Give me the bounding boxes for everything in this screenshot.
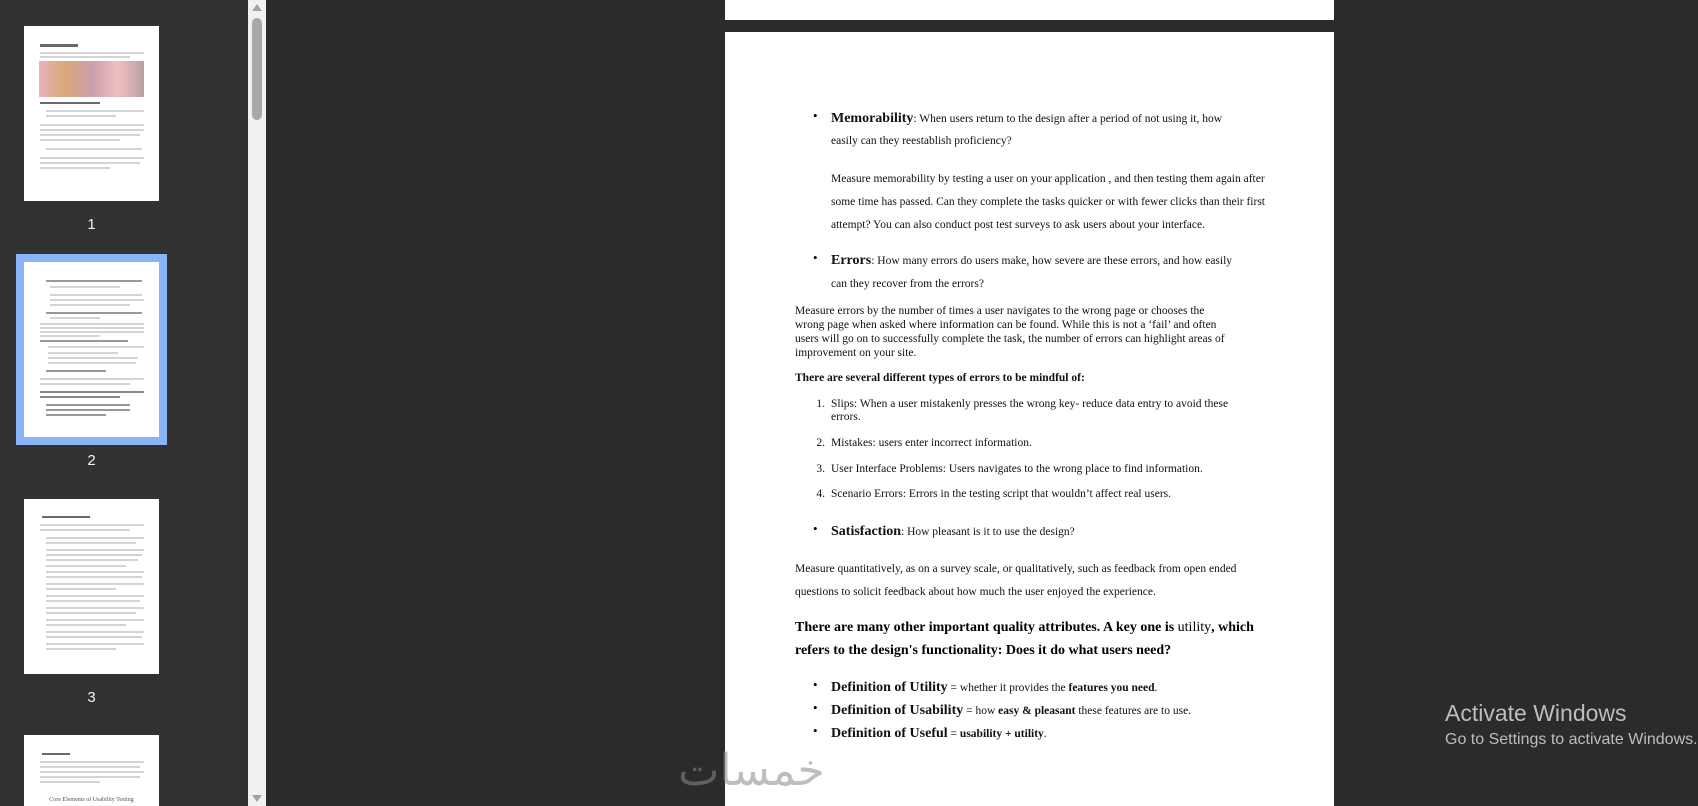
thumbnail-sidebar [0,0,248,806]
errors-para2: wrong page when asked where information can be found. While this is not a ‘fail’ and often [795,319,1217,331]
page-thumbnail-3[interactable] [24,499,159,674]
memorability-para3: attempt? You can also conduct post test surveys to ask users about your interface. [831,219,1205,231]
list-number: 2. [816,437,825,449]
error-type-4: Scenario Errors: Errors in the testing script that wouldn’t affect real users. [831,488,1172,500]
definition-utility: Definition of Utility = whether it provides the features you need. [831,680,1158,695]
scrollbar-thumb[interactable] [252,18,262,120]
memorability-para2: some time has passed. Can they complete the tasks quicker or with fewer clicks than their first [831,196,1266,208]
activate-title: Activate Windows [1445,700,1627,726]
error-type-2: Mistakes: users enter incorrect information. [831,437,1032,449]
scroll-up-icon[interactable] [252,4,262,11]
errors-para4: improvement on your site. [795,347,917,359]
memorability-line2: easily can they reestablish proficiency? [831,135,1012,147]
errors-item: Errors: How many errors do users make, how severe are these errors, and how easily [831,253,1233,268]
list-number: 4. [816,488,825,500]
bullet-icon: • [813,108,818,123]
bullet-icon: • [813,521,818,536]
definition-useful: Definition of Useful = usability + utility. [831,726,1047,741]
definition-usability: Definition of Usability = how easy & pleasant these features are to use. [831,703,1192,718]
watermark-logo: خمسات [678,745,825,796]
error-type-1-line2: errors. [831,411,861,423]
page-number-2: 2 [87,452,96,469]
activate-subtitle: Go to Settings to activate Windows. [1445,731,1698,748]
bullet-icon: • [813,250,818,265]
thumbnail-scrollbar[interactable] [248,0,266,806]
page-thumbnail-1[interactable] [24,26,159,201]
activate-windows-notice [1445,700,1698,749]
bullet-icon: • [813,700,818,715]
errors-line2: can they recover from the errors? [831,278,984,290]
list-number: 1. [816,398,825,410]
errors-para3: users will go on to successfully complete the task, the number of errors can highlight areas of [795,333,1225,345]
memorability-para1: Measure memorability by testing a user on your application , and then testing them again after [831,173,1265,185]
memorability-item: Memorability: When users return to the design after a period of not using it, how [831,111,1223,126]
error-type-1: Slips: When a user mistakenly presses the wrong key- reduce data entry to avoid these [831,398,1229,410]
error-types-heading: There are several different types of errors to be mindful of: [795,372,1085,384]
page-thumbnail-2[interactable] [24,262,159,437]
thumbnail-caption: Core Elements of Usability Testing [49,797,134,803]
error-type-3: User Interface Problems: Users navigates to the wrong place to find information. [831,463,1203,475]
document-page-2 [725,32,1334,806]
bullet-icon: • [813,677,818,692]
previous-page [725,0,1334,20]
page-number-3: 3 [87,689,96,706]
satisfaction-para2: questions to solicit feedback about how much the user enjoyed the experience. [795,586,1156,598]
satisfaction-item: Satisfaction: How pleasant is it to use the design? [831,524,1075,539]
page-number-1: 1 [87,216,96,233]
document-viewer[interactable] [266,0,1698,806]
list-number: 3. [816,463,825,475]
bullet-icon: • [813,723,818,738]
page-thumbnail-4[interactable] [24,735,159,806]
scroll-down-icon[interactable] [252,795,262,802]
quality-attributes-heading: There are many other important quality attributes. A key one is utility, which refers to the design's functionality: Does it do what users need? [795,620,1254,658]
errors-para1: Measure errors by the number of times a user navigates to the wrong page or chooses the [795,305,1205,317]
satisfaction-para1: Measure quantitatively, as on a survey scale, or qualitatively, such as feedback from open ended [795,563,1237,575]
